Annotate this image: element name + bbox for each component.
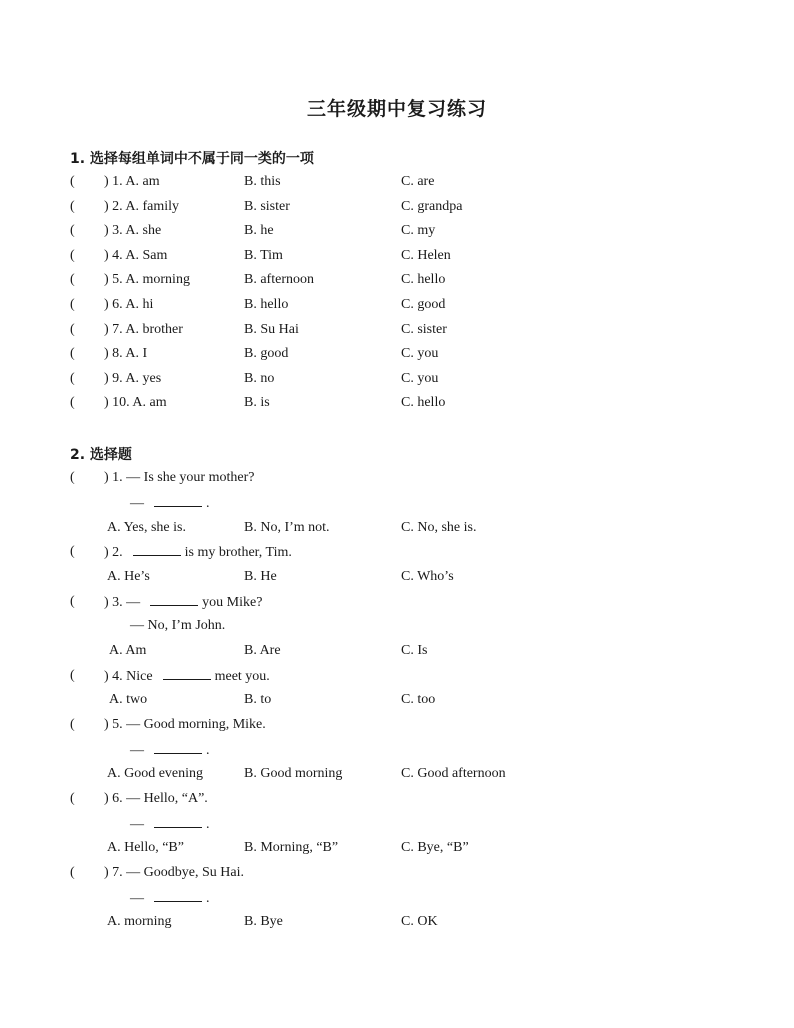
option-b: B. Tim [244,248,283,263]
option-a: A. Hello, “B” [107,840,184,855]
answer-blank [154,493,202,507]
option-c: C. Good afternoon [401,766,506,781]
reply-end: . [206,817,210,832]
option-c: C. my [401,223,436,238]
option-b: B. hello [244,297,289,312]
option-c: C. Helen [401,248,451,263]
answer-paren: ( [70,544,75,559]
option-b: B. He [244,569,277,584]
answer-paren: ( [70,174,75,189]
option-b: B. Su Hai [244,322,299,337]
question-stem-post: you Mike? [202,595,263,610]
answer-paren: ( [70,223,75,238]
option-c: C. hello [401,272,446,287]
reply-dash: — [130,891,144,906]
answer-blank [163,666,211,680]
answer-blank [133,542,181,556]
page-title: 三年级期中复习练习 [306,98,487,120]
question-stem-pre: ) 3. — [104,595,141,610]
option-c: C. hello [401,395,446,410]
option-a: A. Good evening [107,766,204,781]
option-a: A. Am [109,643,147,658]
reply-line: — No, I’m John. [130,618,226,633]
answer-paren: ( [70,791,75,806]
option-b: B. Are [244,643,281,658]
answer-paren: ( [70,668,75,683]
answer-paren: ( [70,717,75,732]
reply-dash: — [130,817,144,832]
option-c: C. Who’s [401,569,454,584]
option-a: A. He’s [107,569,150,584]
reply-dash: — [130,496,144,511]
option-a: ) 2. A. family [104,199,180,214]
option-c: C. No, she is. [401,520,477,535]
answer-paren: ( [70,199,75,214]
option-a: A. morning [107,914,172,929]
option-c: C. OK [401,914,438,929]
option-a: ) 8. A. I [104,346,148,361]
option-a: ) 10. A. am [104,395,167,410]
option-a: ) 9. A. yes [104,371,162,386]
answer-paren: ( [70,371,75,386]
option-a: ) 7. A. brother [104,322,183,337]
option-c: C. Is [401,643,428,658]
option-b: B. No, I’m not. [244,520,330,535]
option-a: ) 3. A. she [104,223,162,238]
option-a: ) 1. A. am [104,174,160,189]
question-stem: ) 5. — Good morning, Mike. [104,717,266,732]
answer-blank [154,814,202,828]
answer-blank [154,888,202,902]
option-b: B. no [244,371,275,386]
answer-paren: ( [70,322,75,337]
section-1-heading: 1. 选择每组单词中不属于同一类的一项 [70,151,314,167]
answer-paren: ( [70,248,75,263]
option-a: A. two [109,692,148,707]
answer-paren: ( [70,594,75,609]
option-a: ) 4. A. Sam [104,248,168,263]
question-stem: ) 1. — Is she your mother? [104,470,255,485]
reply-end: . [206,743,210,758]
question-stem-post: is my brother, Tim. [184,545,292,560]
reply-line [130,493,210,513]
option-b: B. afternoon [244,272,314,287]
option-c: C. sister [401,322,447,337]
section-2-heading: 2. 选择题 [70,447,132,463]
answer-blank [154,740,202,754]
answer-paren: ( [70,865,75,880]
question-stem: ) 6. — Hello, “A”. [104,791,208,806]
answer-paren: ( [70,395,75,410]
question-stem: ) 7. — Goodbye, Su Hai. [104,865,244,880]
option-b: B. Morning, “B” [244,840,339,855]
option-a: A. Yes, she is. [107,520,186,535]
answer-blank [150,592,198,606]
option-b: B. he [244,223,274,238]
answer-paren: ( [70,297,75,312]
option-c: C. you [401,371,439,386]
option-a: ) 6. A. hi [104,297,154,312]
option-c: C. are [401,174,435,189]
question-stem-pre: ) 2. [104,545,123,560]
option-c: C. you [401,346,439,361]
option-b: B. sister [244,199,290,214]
option-b: B. Bye [244,914,283,929]
reply-end: . [206,496,210,511]
reply-dash: — [130,743,144,758]
option-b: B. to [244,692,272,707]
option-c: C. too [401,692,436,707]
reply-line [130,740,210,760]
question-stem-post: meet you. [214,669,270,684]
reply-line [130,814,210,834]
answer-paren: ( [70,470,75,485]
reply-line [130,888,210,908]
answer-paren: ( [70,272,75,287]
question-stem-pre: ) 4. Nice [104,669,153,684]
option-c: C. good [401,297,446,312]
option-b: B. Good morning [244,766,343,781]
reply-end: . [206,891,210,906]
option-b: B. good [244,346,289,361]
option-c: C. grandpa [401,199,463,214]
option-b: B. is [244,395,270,410]
option-c: C. Bye, “B” [401,840,469,855]
answer-paren: ( [70,346,75,361]
option-a: ) 5. A. morning [104,272,190,287]
option-b: B. this [244,174,281,189]
